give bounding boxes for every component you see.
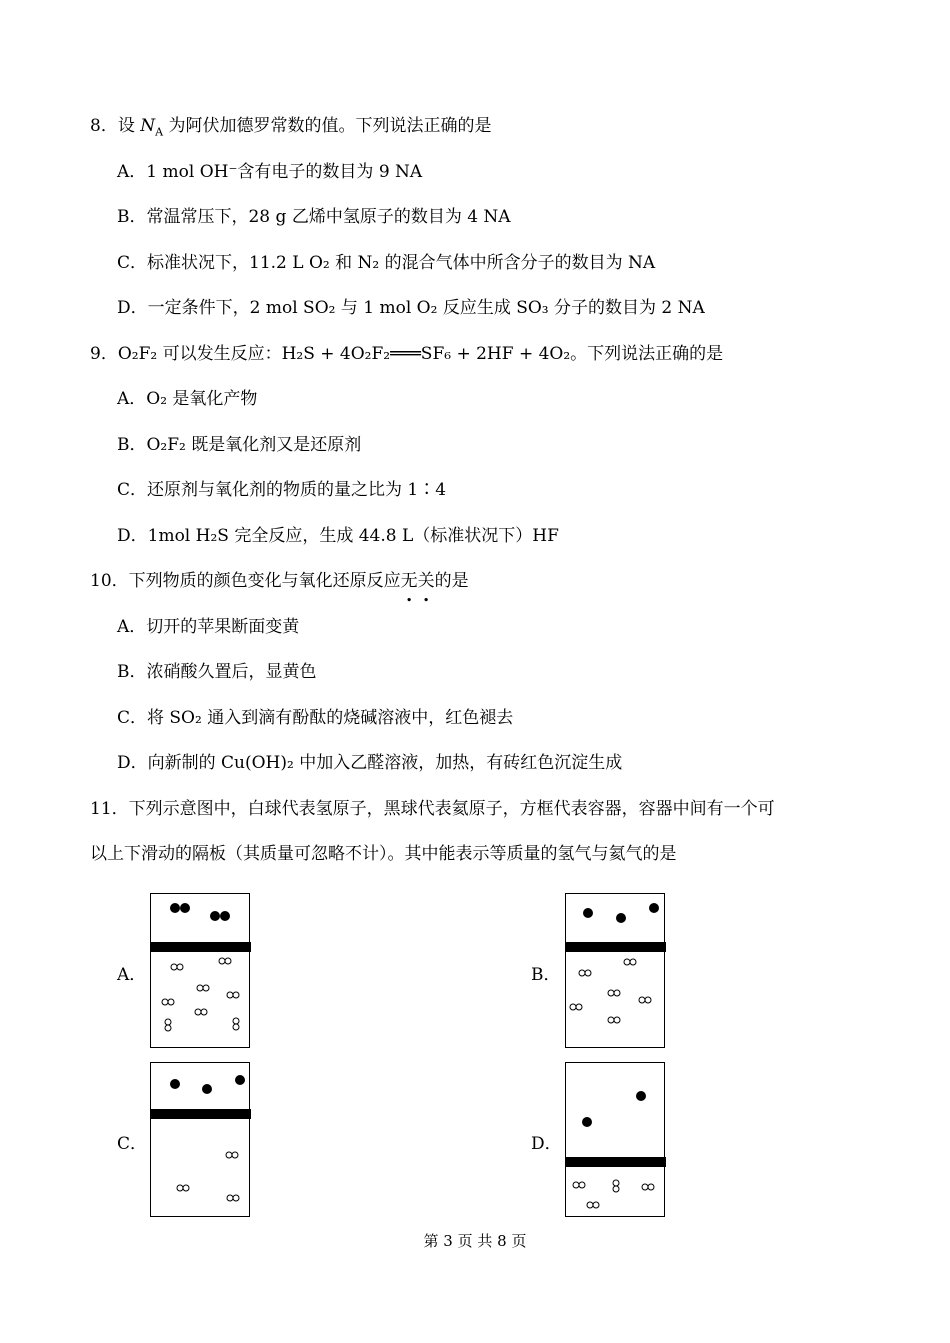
q8-option-b: B．常温常压下，28 g 乙烯中氢原子的数目为 4 NA bbox=[117, 207, 511, 227]
container-diagram-a-drawing bbox=[151, 894, 251, 1049]
q10-stem-suffix: 的是 bbox=[434, 571, 469, 591]
q9-option-a: A．O₂ 是氧化产物 bbox=[117, 389, 258, 409]
container-diagram-b-drawing bbox=[566, 894, 666, 1049]
q8-na-symbol: N bbox=[140, 116, 156, 136]
q8-stem-prefix: 8．设 bbox=[90, 116, 141, 136]
q10-stem-prefix: 10．下列物质的颜色变化与氧化还原反应 bbox=[90, 571, 401, 591]
container-diagram-d-drawing bbox=[566, 1063, 666, 1218]
q8-option-d: D．一定条件下，2 mol SO₂ 与 1 mol O₂ 反应生成 SO₃ 分子的数目为 2 NA bbox=[117, 298, 705, 318]
q11-stem-line2: 以上下滑动的隔板（其质量可忽略不计）。其中能表示等质量的氢气与氦气的是 bbox=[90, 844, 677, 864]
q11-label-a: A． bbox=[117, 965, 147, 985]
q8-option-c: C．标准状况下，11.2 L O₂ 和 N₂ 的混合气体中所含分子的数目为 NA bbox=[117, 253, 656, 273]
q9-option-d: D．1mol H₂S 完全反应，生成 44.8 L（标准状况下）HF bbox=[117, 526, 559, 546]
q10-option-d: D．向新制的 Cu(OH)₂ 中加入乙醛溶液，加热，有砖红色沉淀生成 bbox=[117, 753, 623, 773]
q10-option-a: A．切开的苹果断面变黄 bbox=[117, 617, 300, 637]
page-footer: 第 3 页 共 8 页 bbox=[423, 1232, 527, 1250]
q10-emphasis-guan: 关 bbox=[417, 571, 435, 591]
container-diagram-c bbox=[150, 1062, 250, 1217]
container-diagram-c-drawing bbox=[151, 1063, 251, 1218]
q11-label-b: B． bbox=[531, 965, 561, 985]
q9-option-b: B．O₂F₂ 既是氧化剂又是还原剂 bbox=[117, 435, 362, 455]
q8-option-a: A．1 mol OH⁻含有电子的数目为 9 NA bbox=[117, 162, 423, 182]
q9-option-c: C．还原剂与氧化剂的物质的量之比为 1∶4 bbox=[117, 480, 447, 500]
container-diagram-a bbox=[150, 893, 250, 1048]
q9-stem: 9．O₂F₂ 可以发生反应：H₂S + 4O₂F₂═══SF₆ + 2HF + 4O₂。下列说法正确的是 bbox=[90, 344, 724, 364]
q8-stem-suffix: 为阿伏加德罗常数的值。下列说法正确的是 bbox=[163, 116, 492, 136]
q8-stem bbox=[90, 114, 491, 144]
q11-label-d: D． bbox=[531, 1134, 562, 1154]
q10-option-b: B．浓硝酸久置后，显黄色 bbox=[117, 662, 317, 682]
q8-na-subscript: A bbox=[155, 125, 164, 139]
q11-stem-line1: 11．下列示意图中，白球代表氢原子，黑球代表氦原子，方框代表容器，容器中间有一个可 bbox=[90, 799, 775, 819]
container-diagram-d bbox=[565, 1062, 665, 1217]
q10-emphasis-wu: 无 bbox=[400, 571, 418, 591]
container-diagram-b bbox=[565, 893, 665, 1048]
q11-label-c: C． bbox=[117, 1134, 148, 1154]
q10-stem bbox=[90, 569, 469, 593]
q10-option-c: C．将 SO₂ 通入到滴有酚酞的烧碱溶液中，红色褪去 bbox=[117, 708, 514, 728]
